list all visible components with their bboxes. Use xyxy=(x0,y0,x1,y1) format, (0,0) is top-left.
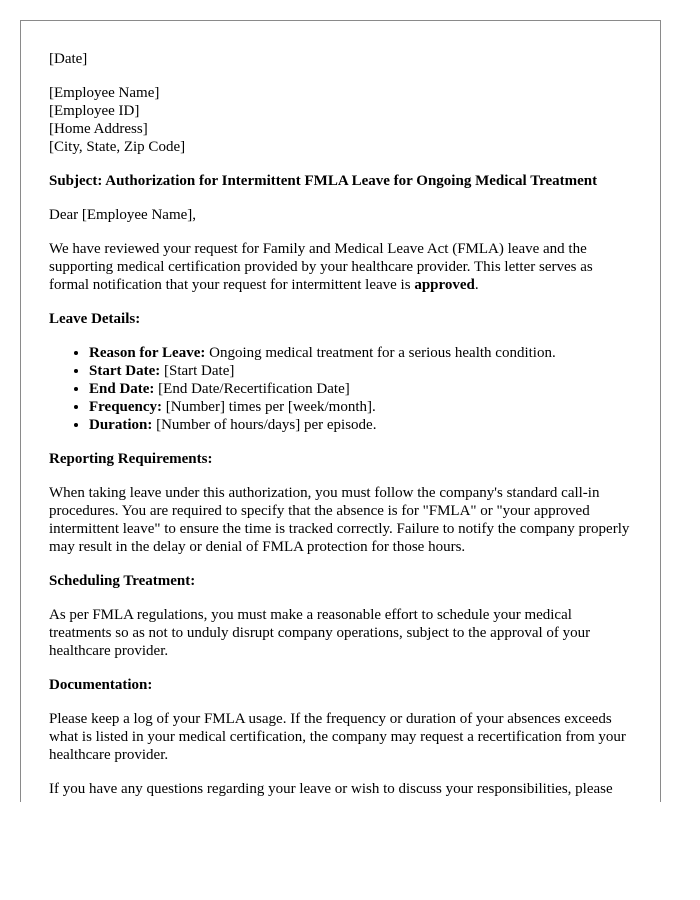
frequency-value: [Number] times per [week/month]. xyxy=(162,399,376,415)
scheduling-paragraph: As per FMLA regulations, you must make a reasonable effort to schedule your medical treatments so as not to unduly disrupt company operations, subject to the approval of your healthcare provider. xyxy=(49,607,591,659)
list-item xyxy=(89,344,632,362)
letter-date: [Date] xyxy=(49,51,88,67)
documentation-paragraph: Please keep a log of your FMLA usage. If the frequency or duration of your absences exceeds what is listed in your medical certification, the company may request a recertification from your healthcare provider. xyxy=(49,711,626,763)
recipient-address xyxy=(49,84,632,156)
duration-label: Duration: xyxy=(89,417,153,433)
letter-content xyxy=(21,21,660,798)
start-date-label: Start Date: xyxy=(89,363,161,379)
leave-details-heading: Leave Details: xyxy=(49,311,141,327)
documentation-heading: Documentation: xyxy=(49,677,153,693)
salutation: Dear [Employee Name], xyxy=(49,207,197,223)
approved-text: approved xyxy=(414,277,475,293)
list-item xyxy=(89,380,632,398)
address-line-city: [City, State, Zip Code] xyxy=(49,139,186,155)
letter-subject: Subject: Authorization for Intermittent FMLA Leave for Ongoing Medical Treatment xyxy=(49,173,598,189)
closing-paragraph: If you have any questions regarding your leave or wish to discuss your responsibilities, please xyxy=(49,781,613,797)
end-date-label: End Date: xyxy=(89,381,155,397)
address-line-home: [Home Address] xyxy=(49,121,148,137)
reporting-paragraph: When taking leave under this authorization, you must follow the company's standard call-in procedures. You are required to specify that the absence is for "FMLA" or "your approved intermittent leave" to ensure the time is tracked correctly. Failure to notify the company properly may result in the delay or denial of FMLA protection for those hours. xyxy=(49,485,630,555)
frequency-label: Frequency: xyxy=(89,399,163,415)
scheduling-heading: Scheduling Treatment: xyxy=(49,573,196,589)
intro-end: . xyxy=(474,277,479,293)
address-line-name: [Employee Name] xyxy=(49,85,160,101)
intro-paragraph xyxy=(49,240,632,294)
end-date-value: [End Date/Recertification Date] xyxy=(154,381,350,397)
reporting-heading: Reporting Requirements: xyxy=(49,451,213,467)
letter-page xyxy=(20,20,661,802)
reason-value: Ongoing medical treatment for a serious health condition. xyxy=(205,345,556,361)
intro-text: We have reviewed your request for Family and Medical Leave Act (FMLA) leave and the supporting medical certification provided by your healthcare provider. This letter serves as formal notification that your request for intermittent leave is xyxy=(49,241,593,293)
list-item xyxy=(89,362,632,380)
start-date-value: [Start Date] xyxy=(160,363,235,379)
duration-value: [Number of hours/days] per episode. xyxy=(152,417,377,433)
reason-label: Reason for Leave: xyxy=(89,345,206,361)
list-item xyxy=(89,398,632,416)
leave-details-list xyxy=(49,344,632,434)
address-line-id: [Employee ID] xyxy=(49,103,140,119)
list-item xyxy=(89,416,632,434)
